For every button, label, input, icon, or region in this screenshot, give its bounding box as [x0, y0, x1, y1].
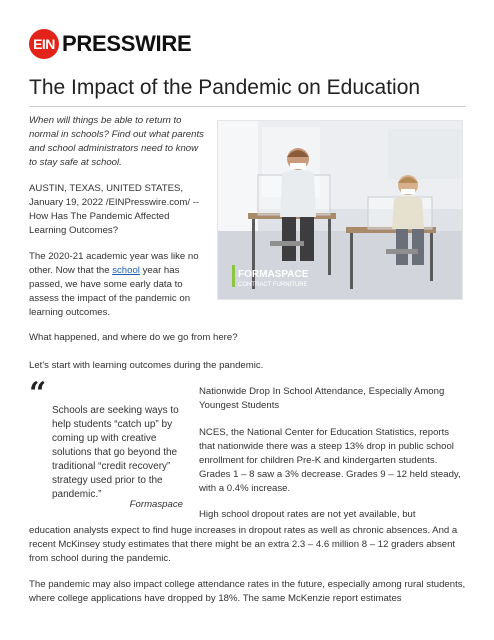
pull-quote-text: Schools are seeking ways to help students “catch up” by coming up with creative solutions that go beyond the traditional “credit recovery” strategy used prior to the pandemic.” [52, 405, 179, 500]
einpresswire-logo[interactable] [29, 29, 191, 59]
photo-brand-name: FORMASPACE [238, 269, 309, 280]
photo-brand-tagline: CONTRACT FURNITURE [238, 282, 308, 288]
paragraph-college: The pandemic may also impact college attendance rates in the future, especially among rural students, where college applications have dropped by 18%. The same McKenzie report estimates [29, 579, 466, 604]
school-link[interactable]: school [112, 265, 140, 276]
paragraph-nces: NCES, the National Center for Education Statistics, reports that nationwide there was a steep 13% drop in public school enrollment for children Pre-K and kindergarten students. Grades 1 – 8 saw a 3% decrease. Grades 9 – 12 held steady, with a 0.4% increase. [199, 427, 461, 494]
article-intro: When will things be able to return to normal in schools? Find out what parents and school administrators need to know to stay safe at school. [29, 115, 204, 168]
paragraph-learning-outcomes: Let's start with learning outcomes during the pandemic. [29, 360, 264, 371]
article-title: The Impact of the Pandemic on Education [29, 76, 421, 99]
paragraph-what-happened: What happened, and where do we go from here? [29, 332, 238, 343]
logo-wordmark: PRESSWIRE [62, 31, 192, 56]
paragraph-dropout: High school dropout rates are not yet available, but [199, 509, 416, 520]
pull-quote-source: Formaspace [129, 499, 183, 510]
title-divider [29, 106, 466, 107]
quote-mark-icon: “ [29, 376, 47, 411]
classroom-photo [217, 120, 463, 300]
section-heading-attendance: Nationwide Drop In School Attendance, Especially Among Youngest Students [199, 386, 445, 411]
article-dateline: AUSTIN, TEXAS, UNITED STATES, January 19, 2022 /EINPresswire.com/ -- How Has The Pandemic Affected Learning Outcomes? [29, 183, 200, 236]
paragraph-academic-year: The 2020-21 academic year was like no other. Now that the school year has passed, we have some early data to assess the impact of the pandemic on learning outcomes. [29, 251, 199, 318]
logo-badge: EIN [29, 29, 59, 59]
paragraph-analysts: education analysts expect to find huge increases in dropout rates as well as chronic absences. And a recent McKinsey study estimates that there might be an extra 2.3 – 4.6 million 8 – 12 graders absent from school during the pandemic. [29, 525, 458, 564]
